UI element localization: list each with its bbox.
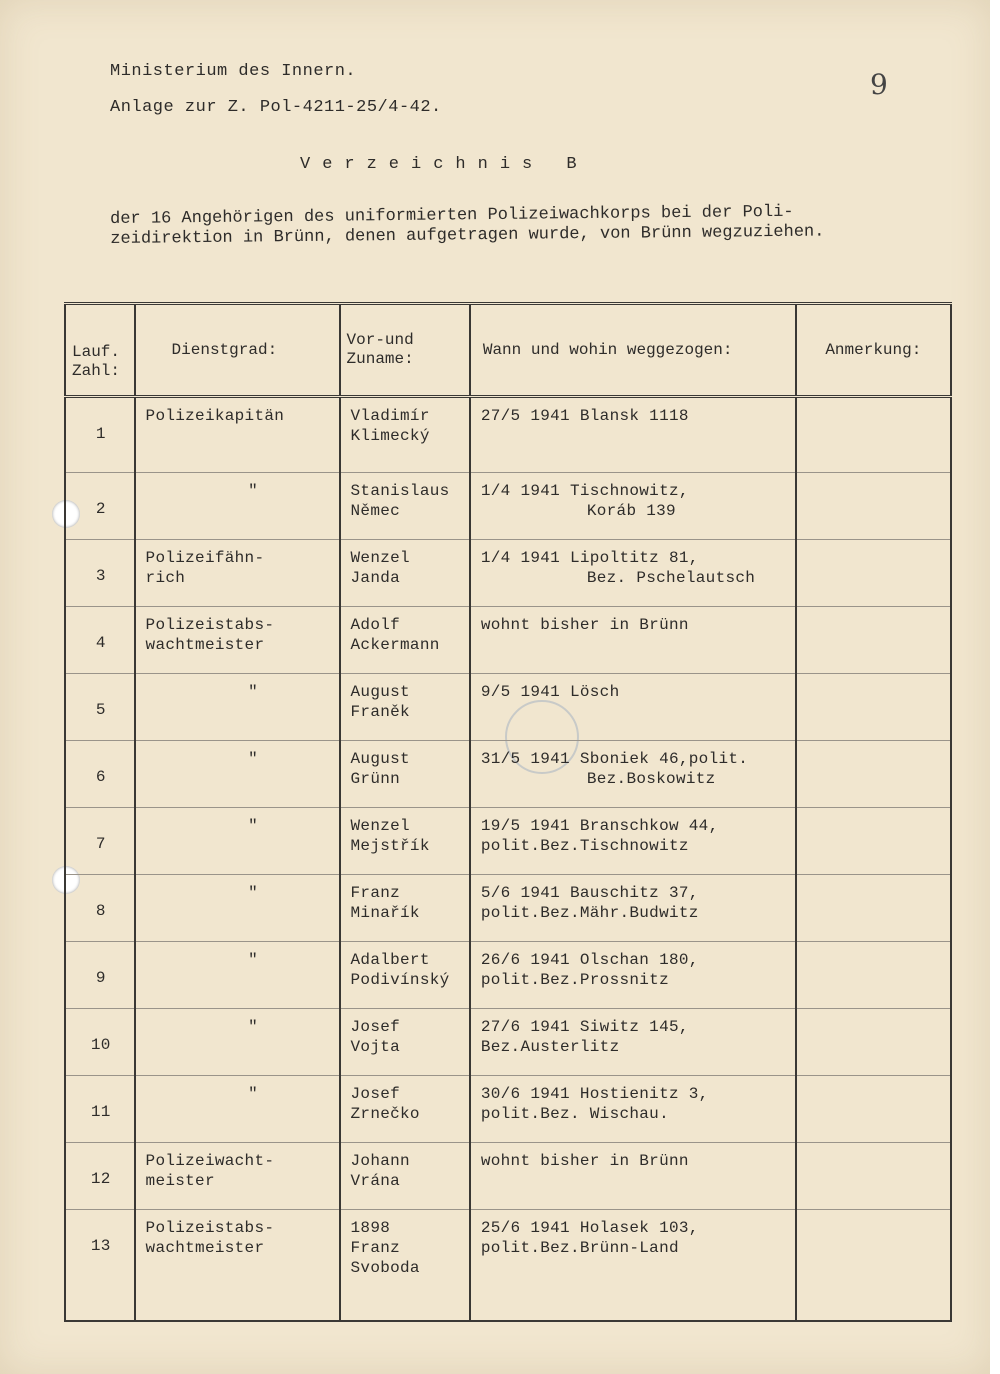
name-line: 1898 xyxy=(350,1219,391,1237)
row-move xyxy=(470,942,796,1009)
rank-line: " xyxy=(248,817,258,835)
row-number: 1 xyxy=(65,397,135,473)
row-number: 4 xyxy=(65,607,135,674)
row-rank xyxy=(135,674,340,741)
rank-line: wachtmeister xyxy=(145,636,265,654)
row-number: 12 xyxy=(65,1143,135,1210)
header-name-line: Vor-und xyxy=(346,331,414,349)
page-number: 9 xyxy=(870,68,888,101)
row-note xyxy=(796,397,951,473)
row-note xyxy=(796,607,951,674)
row-note xyxy=(796,540,951,607)
name-line: Podivínský xyxy=(350,971,450,989)
row-note xyxy=(796,1009,951,1076)
move-line: Bez.Boskowitz xyxy=(586,770,716,788)
name-line: Johann xyxy=(350,1152,410,1170)
row-number: 9 xyxy=(65,942,135,1009)
name-line: Wenzel xyxy=(350,817,410,835)
row-name xyxy=(340,942,470,1009)
row-rank xyxy=(135,1143,340,1210)
header-number xyxy=(65,304,135,397)
table-row xyxy=(65,397,951,473)
table-row xyxy=(65,875,951,942)
rank-line: Polizeistabs- xyxy=(145,616,275,634)
row-rank xyxy=(135,942,340,1009)
table-row xyxy=(65,674,951,741)
table-row xyxy=(65,540,951,607)
row-move xyxy=(470,1009,796,1076)
name-line: Adalbert xyxy=(350,951,430,969)
row-name xyxy=(340,1210,470,1322)
name-line: Wenzel xyxy=(350,549,410,567)
row-number: 10 xyxy=(65,1009,135,1076)
header-name xyxy=(340,304,470,397)
row-rank xyxy=(135,540,340,607)
row-move xyxy=(470,1210,796,1322)
move-line: 31/5 1941 Sboniek 46,polit. xyxy=(480,750,749,768)
row-note xyxy=(796,1210,951,1322)
row-number: 2 xyxy=(65,473,135,540)
row-rank xyxy=(135,473,340,540)
document-title: Verzeichnis B xyxy=(300,155,589,174)
table-body xyxy=(65,397,951,1322)
row-number: 5 xyxy=(65,674,135,741)
name-line: Vojta xyxy=(350,1038,401,1056)
name-line: Klimecký xyxy=(350,427,430,445)
move-line: polit.Bez. Wischau. xyxy=(480,1105,669,1123)
row-rank xyxy=(135,808,340,875)
move-line: 9/5 1941 Lösch xyxy=(480,683,620,701)
row-move xyxy=(470,397,796,473)
row-number: 13 xyxy=(65,1210,135,1322)
row-move xyxy=(470,741,796,808)
ministry-line: Ministerium des Innern. xyxy=(110,62,357,81)
row-move xyxy=(470,674,796,741)
row-name xyxy=(340,397,470,473)
description-line: zeidirektion in Brünn, denen aufgetragen wurde, von Brünn wegzuziehen. xyxy=(110,222,825,249)
table-row xyxy=(65,1076,951,1143)
name-line: Josef xyxy=(350,1018,401,1036)
row-rank xyxy=(135,875,340,942)
name-line: Josef xyxy=(350,1085,401,1103)
rank-line: " xyxy=(248,1085,258,1103)
row-move xyxy=(470,607,796,674)
move-line: 30/6 1941 Hostienitz 3, xyxy=(480,1085,709,1103)
row-note xyxy=(796,875,951,942)
row-name xyxy=(340,875,470,942)
table-row xyxy=(65,808,951,875)
move-line: polit.Bez.Prossnitz xyxy=(480,971,669,989)
row-name xyxy=(340,607,470,674)
row-name xyxy=(340,1143,470,1210)
table-row xyxy=(65,607,951,674)
row-move xyxy=(470,875,796,942)
row-number: 7 xyxy=(65,808,135,875)
row-note xyxy=(796,942,951,1009)
move-line: 5/6 1941 Bauschitz 37, xyxy=(480,884,699,902)
row-number: 6 xyxy=(65,741,135,808)
name-line: Stanislaus xyxy=(350,482,450,500)
row-name xyxy=(340,741,470,808)
name-line: August xyxy=(350,683,410,701)
header-number-line: Lauf. xyxy=(72,343,121,361)
table-header-row xyxy=(65,304,951,397)
row-rank xyxy=(135,607,340,674)
header-number-line: Zahl: xyxy=(72,362,121,380)
row-name xyxy=(340,473,470,540)
move-line: Bez.Austerlitz xyxy=(480,1038,620,1056)
description-line: der 16 Angehörigen des uniformierten Polizeiwachkorps bei der Poli- xyxy=(110,202,794,229)
row-move xyxy=(470,540,796,607)
rank-line: Polizeikapitän xyxy=(145,407,285,425)
name-line: Ackermann xyxy=(350,636,440,654)
row-name xyxy=(340,674,470,741)
move-line: 1/4 1941 Tischnowitz, xyxy=(480,482,689,500)
rank-line: rich xyxy=(145,569,186,587)
name-line: Franz xyxy=(350,1239,401,1257)
header-move: Wann und wohin weggezogen: xyxy=(470,304,796,397)
rank-line: " xyxy=(248,884,258,902)
move-line: polit.Bez.Brünn-Land xyxy=(480,1239,679,1257)
name-line: Vrána xyxy=(350,1172,401,1190)
name-line: Mejstřík xyxy=(350,837,430,855)
rank-line: " xyxy=(248,951,258,969)
rank-line: " xyxy=(248,683,258,701)
rank-line: " xyxy=(248,1018,258,1036)
name-line: Franz xyxy=(350,884,401,902)
reference-line: Anlage zur Z. Pol-4211-25/4-42. xyxy=(110,98,442,117)
name-line: Minařík xyxy=(350,904,420,922)
row-rank xyxy=(135,397,340,473)
name-line: Zrnečko xyxy=(350,1105,420,1123)
row-note xyxy=(796,1143,951,1210)
row-move xyxy=(470,1076,796,1143)
name-line: Němec xyxy=(350,502,401,520)
row-number: 8 xyxy=(65,875,135,942)
row-move xyxy=(470,473,796,540)
row-rank xyxy=(135,1009,340,1076)
row-rank xyxy=(135,1076,340,1143)
row-note xyxy=(796,741,951,808)
row-move xyxy=(470,808,796,875)
row-note xyxy=(796,1076,951,1143)
move-line: 1/4 1941 Lipoltitz 81, xyxy=(480,549,699,567)
header-name-line: Zuname: xyxy=(346,350,414,368)
header-rank: Dienstgrad: xyxy=(135,304,340,397)
name-line: Svoboda xyxy=(350,1259,420,1277)
row-note xyxy=(796,808,951,875)
move-line: 27/6 1941 Siwitz 145, xyxy=(480,1018,689,1036)
rank-line: Polizeifähn- xyxy=(145,549,265,567)
row-note xyxy=(796,473,951,540)
move-line: wohnt bisher in Brünn xyxy=(480,1152,689,1170)
rank-line: wachtmeister xyxy=(145,1239,265,1257)
document-description xyxy=(110,201,960,250)
name-line: Adolf xyxy=(350,616,401,634)
rank-line: " xyxy=(248,482,258,500)
row-name xyxy=(340,540,470,607)
move-line: Bez. Pschelautsch xyxy=(586,569,756,587)
name-line: Franěk xyxy=(350,703,410,721)
row-move xyxy=(470,1143,796,1210)
table-row xyxy=(65,1009,951,1076)
row-name xyxy=(340,1076,470,1143)
move-line: 19/5 1941 Branschkow 44, xyxy=(480,817,719,835)
move-line: polit.Bez.Tischnowitz xyxy=(480,837,689,855)
table-row xyxy=(65,473,951,540)
table-row xyxy=(65,1143,951,1210)
row-number: 11 xyxy=(65,1076,135,1143)
row-number: 3 xyxy=(65,540,135,607)
move-line: 27/5 1941 Blansk 1118 xyxy=(480,407,689,425)
table-row xyxy=(65,741,951,808)
move-line: wohnt bisher in Brünn xyxy=(480,616,689,634)
row-name xyxy=(340,1009,470,1076)
move-line: Koráb 139 xyxy=(586,502,676,520)
name-line: August xyxy=(350,750,410,768)
row-rank xyxy=(135,741,340,808)
table-row xyxy=(65,942,951,1009)
rank-line: Polizeistabs- xyxy=(145,1219,275,1237)
row-name xyxy=(340,808,470,875)
move-line: 26/6 1941 Olschan 180, xyxy=(480,951,699,969)
move-line: polit.Bez.Mähr.Budwitz xyxy=(480,904,699,922)
row-note xyxy=(796,674,951,741)
move-line: 25/6 1941 Holasek 103, xyxy=(480,1219,699,1237)
rank-line: Polizeiwacht- xyxy=(145,1152,275,1170)
rank-line: meister xyxy=(145,1172,215,1190)
name-line: Vladimír xyxy=(350,407,430,425)
register-table xyxy=(64,302,952,1322)
rank-line: " xyxy=(248,750,258,768)
row-rank xyxy=(135,1210,340,1322)
header-note: Anmerkung: xyxy=(796,304,951,397)
name-line: Grünn xyxy=(350,770,401,788)
table-row xyxy=(65,1210,951,1322)
name-line: Janda xyxy=(350,569,401,587)
